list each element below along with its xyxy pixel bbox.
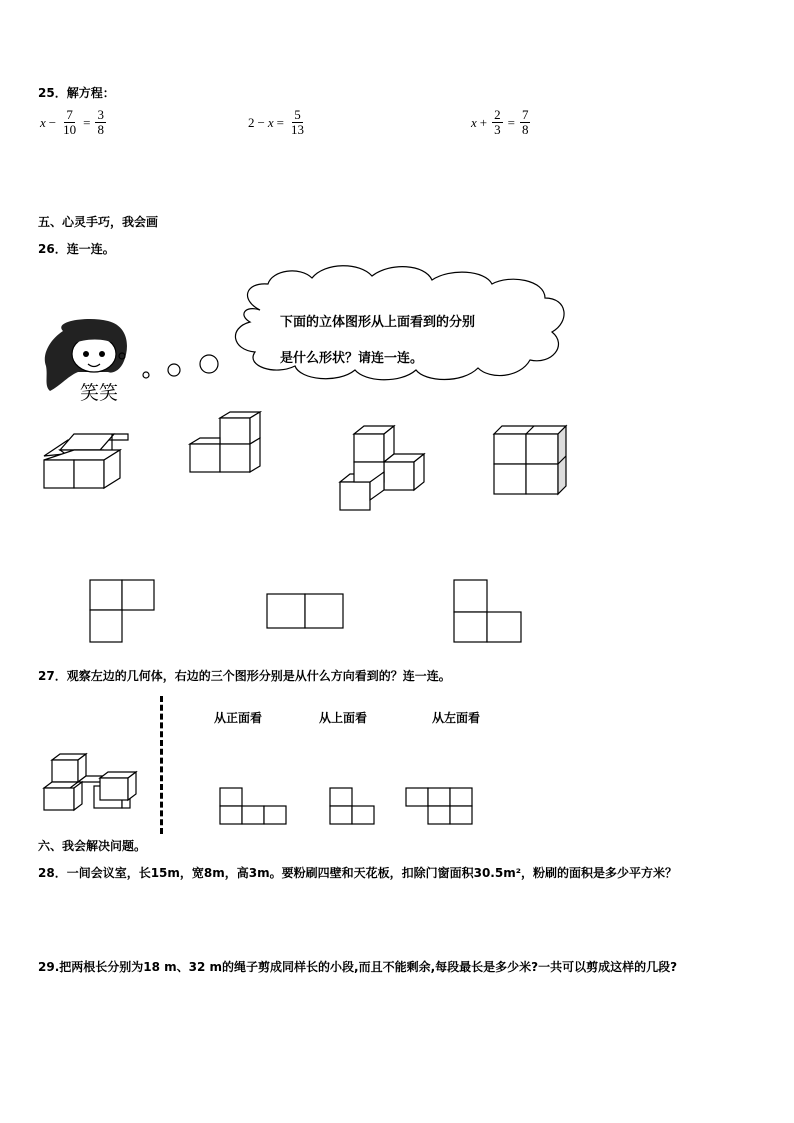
q27-title: 27．观察左边的几何体，右边的三个图形分别是从什么方向看到的？连一连。 [38,669,451,683]
eq1-fraction: $\frac{7}{10}$ [63,107,77,137]
solid-figure-2 [186,410,266,490]
view-shape-3 [404,786,484,836]
eq1-var: x [40,114,46,130]
eq1-op: − [48,114,57,130]
top-view-2 [266,592,356,642]
eq3-fraction: $\frac{2}{3}$ [494,107,501,137]
view-shape-2 [328,786,388,836]
top-view-3 [452,578,532,648]
bubble-text-line-2: 是什么形状？请连一连。 [280,351,424,366]
equation-3: x + $\frac{2}{3}$ = $\frac{7}{8}$ [471,107,529,137]
q26-title: 26．连一连。 [38,242,115,256]
q29-text: 29.把两根长分别为18 m、32 m的绳子剪成同样长的小段,而且不能剩余,每段最长是多少米?一共可以剪成这样的几段? [38,960,678,974]
eq2-num: 2 [248,114,255,130]
q28-text: 28．一间会议室，长15m，宽8m，高3m。要粉刷四壁和天花板，扣除门窗面积30.5m²，粉刷的面积是多少平方米？ [38,866,677,880]
label-left-view: 从左面看 [432,711,481,725]
q25-title: 25．解方程： [38,86,115,100]
section-5-heading: 五、心灵手巧，我会画 [38,215,159,229]
dashed-divider [160,696,163,834]
solid-figure-3 [336,420,436,520]
eq2-rhs-fraction: $\frac{5}{13}$ [290,107,304,137]
view-shape-1 [218,786,298,836]
label-front-view: 从正面看 [214,711,263,725]
eq1-rhs-fraction: $\frac{3}{8}$ [97,107,104,137]
girl-label: 笑笑 [80,382,119,404]
section-6-heading: 六、我会解决问题。 [38,839,147,853]
equation-1: x − $\frac{7}{10}$ = $\frac{3}{8}$ [40,107,104,137]
q27-solid [40,752,150,822]
label-top-view: 从上面看 [319,711,368,725]
solid-figure-4 [490,422,580,502]
solid-figure-1 [40,430,140,500]
equation-2: 2 − x = $\frac{5}{13}$ [248,107,304,137]
bubble-text-line-1: 下面的立体图形从上面看到的分别 [280,315,476,330]
top-view-1 [88,578,168,648]
eq3-rhs-fraction: $\frac{7}{8}$ [521,107,529,137]
